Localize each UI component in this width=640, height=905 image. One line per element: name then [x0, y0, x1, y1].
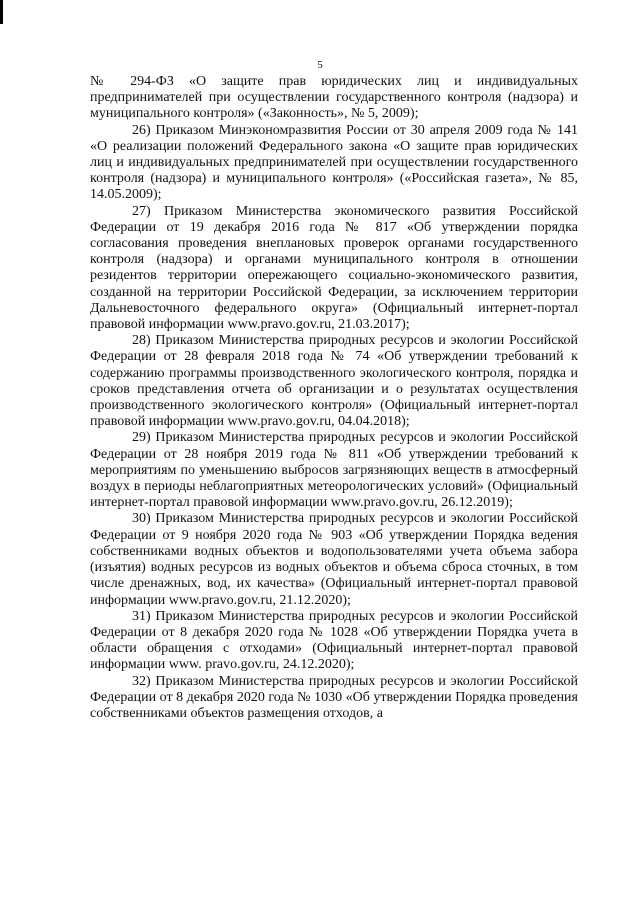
list-item-30: 30) Приказом Министерства природных ресурсов и экологии Российской Федерации от 9 ноября 2020 года № 903 «Об утверждении Порядка ведения собственниками водных объектов и водопользователями учета объема забора (изъятия) водных ресурсов из водных объектов и объема сброса сточных, в том числе дренажных, вод, их качества» (Официальный интернет-портал правовой информации www.pravo.gov.ru, 21.12.2020); [90, 511, 578, 608]
scan-margin-mark [0, 0, 3, 24]
list-item-31: 31) Приказом Министерства природных ресурсов и экологии Российской Федерации от 8 декабря 2020 года № 1028 «Об утверждении Порядка учета в области обращения с отходами» (Официальный интернет-портал правовой информации www. pravo.gov.ru, 24.12.2020); [90, 608, 578, 673]
list-item-26: 26) Приказом Минэкономразвития России от 30 апреля 2009 года № 141 «О реализации положений Федерального закона «О защите прав юридических лиц и индивидуальных предпринимателей при осуществлении государственного контроля (надзора) и муниципального контроля» («Российская газета», № 85, 14.05.2009); [90, 122, 578, 203]
list-item-28: 28) Приказом Министерства природных ресурсов и экологии Российской Федерации от 28 февраля 2018 года № 74 «Об утверждении требований к содержанию программы производственного экологического контроля, порядка и сроков представления отчета об организации и о результатах осуществления производственного экологического контроля» (Официальный интернет-портал правовой информации www.pravo.gov.ru, 04.04.2018); [90, 333, 578, 430]
paragraph-continuation: № 294-ФЗ «О защите прав юридических лиц и индивидуальных предпринимателей при осуществлении государственного контроля (надзора) и муниципального контроля» («Законность», № 5, 2009); [90, 74, 578, 122]
list-item-32: 32) Приказом Министерства природных ресурсов и экологии Российской Федерации от 8 декабря 2020 года № 1030 «Об утверждении Порядка проведения собственниками объектов размещения отходов, а [90, 673, 578, 721]
page-number: 5 [317, 59, 323, 71]
document-body [90, 74, 578, 722]
list-item-29: 29) Приказом Министерства природных ресурсов и экологии Российской Федерации от 28 ноября 2019 года № 811 «Об утверждении требований к мероприятиям по уменьшению выбросов загрязняющих веществ в атмосферный воздух в периоды неблагоприятных метеорологических условий» (Официальный интернет-портал правовой информации www.pravo.gov.ru, 26.12.2019); [90, 430, 578, 511]
list-item-27: 27) Приказом Министерства экономического развития Российской Федерации от 19 декабря 2016 года № 817 «Об утверждении порядка согласования проведения внеплановых проверок органами государственного контроля (надзора) и органами муниципального контроля в отношении резидентов территории опережающего социально-экономического развития, созданной на территории Российской Федерации, за исключением территории Дальневосточного федерального округа» (Официальный интернет-портал правовой информации www.pravo.gov.ru, 21.03.2017); [90, 203, 578, 333]
